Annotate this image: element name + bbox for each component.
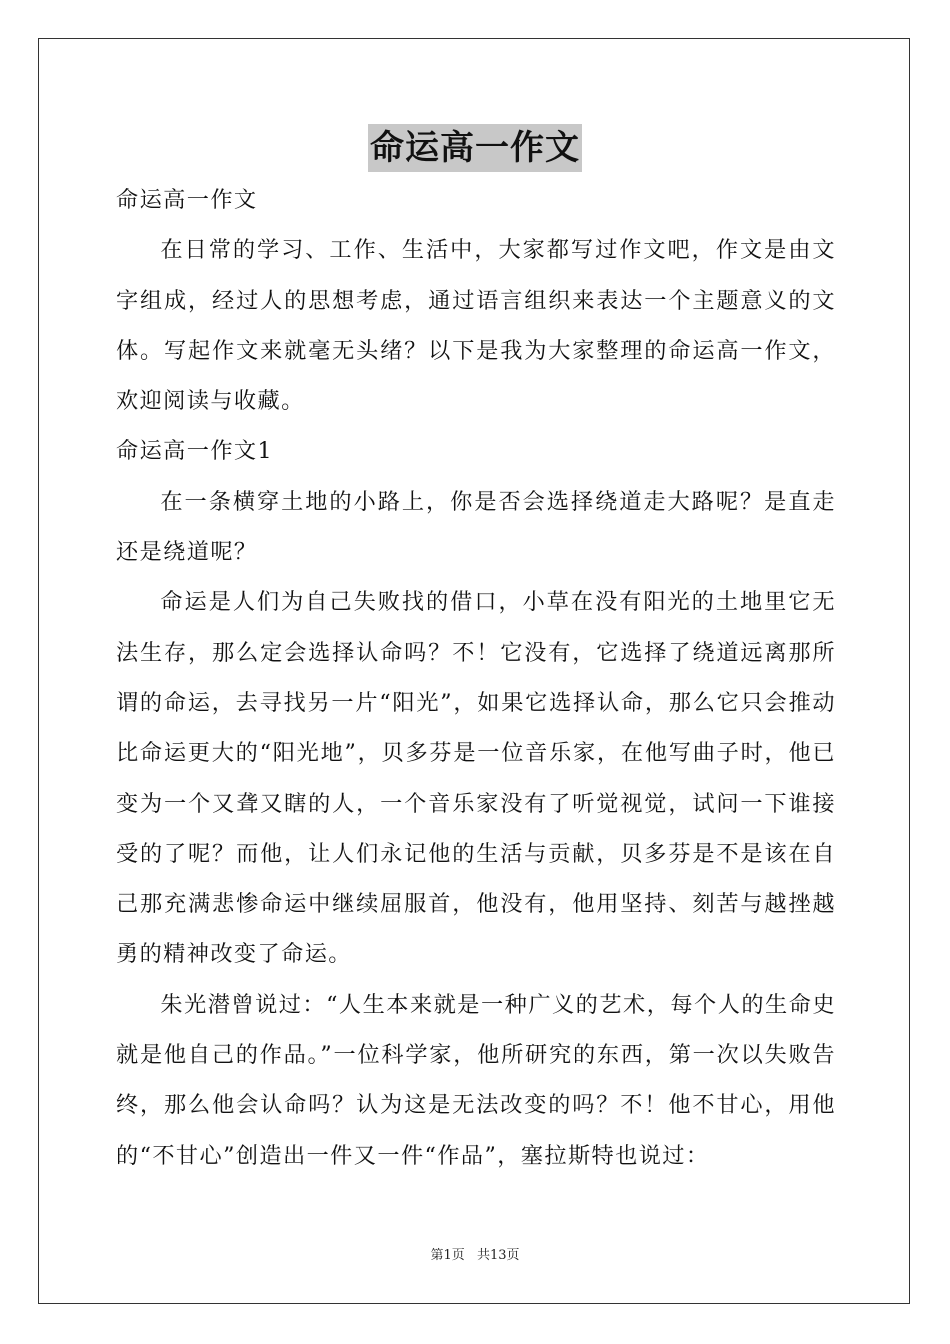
page-footer xyxy=(0,1246,950,1266)
body-paragraph: 命运是人们为自己失败找的借口，小草在没有阳光的土地里它无法生存，那么定会选择认命吗？不！它没有，它选择了绕道远离那所谓的命运，去寻找另一片“阳光”，如果它选择认命，那么它只会推动比命运更大的“阳光地”，贝多芬是一位音乐家，在他写曲子时，他已变为一个又聋又瞎的人，一个音乐家没有了听觉视觉，试问一下谁接受的了呢？而他，让人们永记他的生活与贡献，贝多芬是不是该在自己那充满悲惨命运中继续屈服首，他没有，他用坚持、刻苦与越挫越勇的精神改变了命运。 xyxy=(116,589,836,968)
body-paragraph: 朱光潜曾说过：“人生本来就是一种广义的艺术，每个人的生命史就是他自己的作品。”一位科学家，他所研究的东西，第一次以失败告终，那么他会认命吗？认为这是无法改变的吗？不！他不甘心，用他的“不甘心”创造出一件又一件“作品”，塞拉斯特也说过： xyxy=(116,991,836,1169)
subtitle-paragraph: 命运高一作文 xyxy=(116,187,258,213)
document-title: 命运高一作文 xyxy=(368,124,582,172)
body-paragraph: 在一条横穿土地的小路上，你是否会选择绕道走大路呢？是直走还是绕道呢？ xyxy=(116,488,836,566)
essay-heading: 命运高一作文1 xyxy=(116,438,274,465)
intro-paragraph: 在日常的学习、工作、生活中，大家都写过作文吧，作文是由文字组成，经过人的思想考虑，通过语言组织来表达一个主题意义的文体。写起作文来就毫无头绪？以下是我为大家整理的命运高一作文，欢迎阅读与收藏。 xyxy=(116,237,836,415)
page-number: 第1页 xyxy=(430,1248,465,1263)
document-body xyxy=(116,175,836,1181)
page-total: 共13页 xyxy=(476,1248,520,1263)
title-container xyxy=(0,124,950,172)
